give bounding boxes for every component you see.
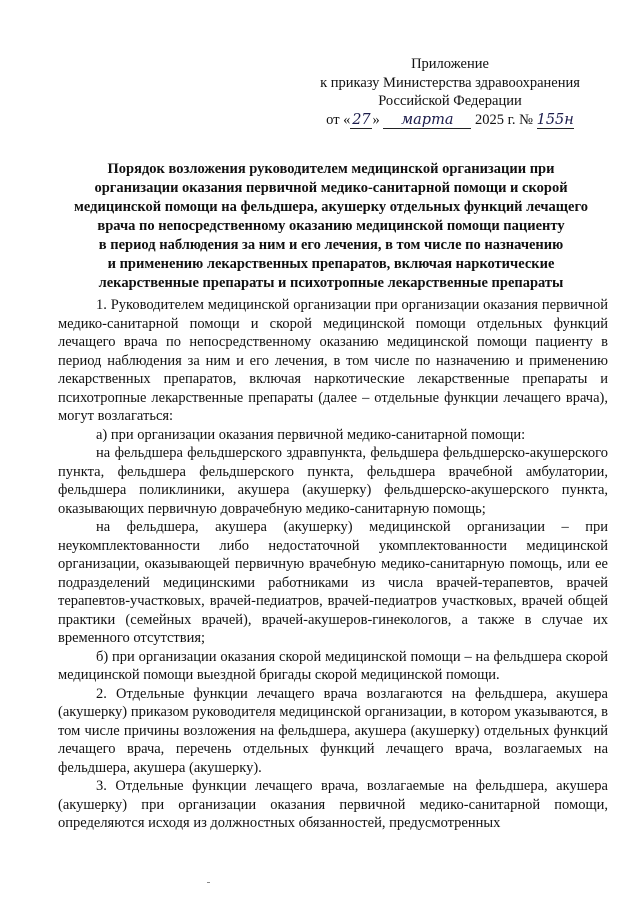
paragraph-3: 3. Отдельные функции лечащего врача, возлагаемые на фельдшера, акушера (акушерку) при организации оказания первичной медико-санитарной помощи, определяются исходя из должностных обязанностей, предусмотренных	[58, 778, 608, 831]
date-prefix: от «	[326, 111, 351, 128]
heading-line: в период наблюдения за ним и его лечения, в том числе по назначению	[98, 237, 564, 253]
annex-ministry: Российской Федерации	[378, 93, 522, 109]
annex-date-line	[300, 111, 600, 130]
paragraph-1b: б) при организации оказания скорой медицинской помощи – на фельдшера скорой медицинской помощи выездной бригады скорой медицинской помощи.	[58, 648, 608, 683]
annex-title: Приложение	[411, 56, 489, 72]
year-text: 2025 г. №	[474, 111, 533, 128]
heading-line: Порядок возложения руководителем медицинской организации при	[107, 161, 555, 177]
date-mid: »	[372, 111, 380, 128]
heading-line: медицинской помощи на фельдшера, акушерку отдельных функций лечащего	[74, 199, 588, 215]
document-heading	[58, 160, 604, 293]
handwritten-month: марта	[383, 113, 471, 129]
heading-line: и применению лекарственных препаратов, включая наркотические	[107, 256, 555, 272]
heading-line: лекарственные препараты и психотропные лекарственные препараты	[98, 275, 564, 291]
paragraph-1a: а) при организации оказания первичной медико-санитарной помощи:	[96, 426, 526, 443]
paragraph-2: 2. Отдельные функции лечащего врача возлагаются на фельдшера, акушера (акушерку) приказом руководителя медицинской организации, в котором указываются, в том числе причины возложения на фельдшера, акушера (акушерку) отдельных функций лечащего врача, перечень отдельных функций лечащего врача, возлагаемых на фельдшера, акушера (акушерку).	[58, 685, 608, 776]
paragraph-1: 1. Руководителем медицинской организации при организации оказания первичной медико-санитарной помощи и скорой медицинской помощи отдельных функций лечащего врача по непосредственному оказанию медицинской помощи пациенту в период наблюдения за ним и его лечения, в том числе по назначению и применению лекарственных препаратов, включая наркотические лекарственные препараты и психотропные лекарственные препараты (далее – отдельные функции лечащего врача), могут возлагаться:	[58, 297, 608, 424]
handwritten-order-number: 155н	[536, 111, 574, 128]
heading-line: организации оказания первичной медико-санитарной помощи и скорой	[94, 180, 568, 196]
annex-order-ref: к приказу Министерства здравоохранения	[320, 74, 580, 91]
paragraph-1a-item-1: на фельдшера фельдшерского здравпункта, фельдшера фельдшерско-акушерского пункта, фельдшера фельдшерского пункта, фельдшера врачебной амбулатории, фельдшера поликлиники, акушера (акушерку) фельдшерско-акушерского пункта, оказывающих первичную доврачебную медико-санитарную помощь;	[58, 445, 608, 517]
scan-speck	[207, 882, 210, 883]
annex-header	[300, 55, 600, 129]
heading-line: врача по непосредственному оказанию медицинской помощи пациенту	[97, 218, 565, 234]
paragraph-1a-item-2: на фельдшера, акушера (акушерку) медицинской организации – при неукомплектованности либо недостаточной укомплектованности медицинской организации, оказывающей первичную врачебную медико-санитарную помощь, или ее подразделений медицинскими работниками из числа врачей-терапевтов, врачей терапевтов-участковых, врачей-педиатров, врачей-педиатров участковых, врачей общей практики (семейных врачей), врачей-акушеров-гинекологов, а также в случае их временного отсутствия;	[58, 519, 608, 646]
document-body	[58, 296, 608, 833]
handwritten-day: 27	[352, 111, 371, 128]
